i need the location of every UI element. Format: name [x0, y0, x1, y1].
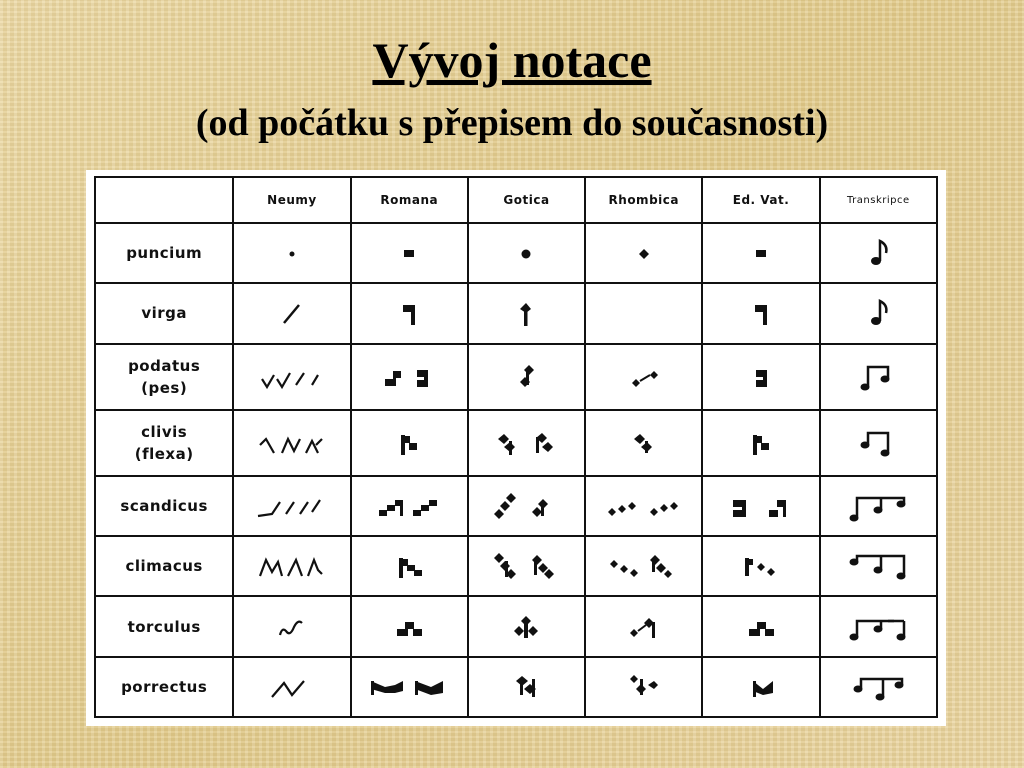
- climacus-romana-symbol: [351, 536, 468, 596]
- notation-table: [94, 176, 938, 718]
- row-label-virga: virga: [95, 283, 233, 343]
- podatus-gotica-symbol: [468, 344, 585, 410]
- table-row: [95, 344, 937, 410]
- porrectus-transkripce-symbol: [820, 657, 937, 717]
- puncium-rhombica-symbol: [585, 223, 702, 283]
- row-label-climacus: climacus: [95, 536, 233, 596]
- climacus-gotica-symbol: [468, 536, 585, 596]
- climacus-neumy-symbol: [233, 536, 350, 596]
- clivis-romana-symbol: [351, 410, 468, 476]
- clivis-gotica-symbol: [468, 410, 585, 476]
- column-header-ed-vat: Ed. Vat.: [702, 177, 819, 223]
- porrectus-neumy-symbol: [233, 657, 350, 717]
- podatus-neumy-symbol: [233, 344, 350, 410]
- row-label-podatus: podatus (pes): [95, 344, 233, 410]
- column-header-romana: Romana: [351, 177, 468, 223]
- climacus-transkripce-symbol: [820, 536, 937, 596]
- table-row: [95, 410, 937, 476]
- column-header-rhombica: Rhombica: [585, 177, 702, 223]
- porrectus-rhombica-symbol: [585, 657, 702, 717]
- table-row: [95, 476, 937, 536]
- slide-title: Vývoj notace: [372, 32, 652, 88]
- table-row: [95, 596, 937, 656]
- virga-rhombica-symbol: [585, 283, 702, 343]
- row-label-clivis: clivis (flexa): [95, 410, 233, 476]
- climacus-rhombica-symbol: [585, 536, 702, 596]
- column-header-transkripce: Transkripce: [820, 177, 937, 223]
- table-row: [95, 657, 937, 717]
- podatus-transkripce-symbol: [820, 344, 937, 410]
- virga-gotica-symbol: [468, 283, 585, 343]
- slide-subtitle: (od počátku s přepisem do současnosti): [195, 102, 829, 144]
- header-row: [95, 177, 937, 223]
- clivis-edvat-symbol: [702, 410, 819, 476]
- torculus-neumy-symbol: [233, 596, 350, 656]
- notation-table-sheet: [86, 170, 946, 726]
- scandicus-transkripce-symbol: [820, 476, 937, 536]
- puncium-gotica-symbol: [468, 223, 585, 283]
- torculus-edvat-symbol: [702, 596, 819, 656]
- puncium-transkripce-symbol: [820, 223, 937, 283]
- table-row: [95, 223, 937, 283]
- puncium-neumy-symbol: [233, 223, 350, 283]
- corner-cell: [95, 177, 233, 223]
- scandicus-gotica-symbol: [468, 476, 585, 536]
- virga-edvat-symbol: [702, 283, 819, 343]
- virga-romana-symbol: [351, 283, 468, 343]
- scandicus-neumy-symbol: [233, 476, 350, 536]
- torculus-rhombica-symbol: [585, 596, 702, 656]
- virga-neumy-symbol: [233, 283, 350, 343]
- clivis-rhombica-symbol: [585, 410, 702, 476]
- scandicus-rhombica-symbol: [585, 476, 702, 536]
- table-row: [95, 536, 937, 596]
- porrectus-edvat-symbol: [702, 657, 819, 717]
- virga-transkripce-symbol: [820, 283, 937, 343]
- table-row: [95, 283, 937, 343]
- torculus-transkripce-symbol: [820, 596, 937, 656]
- clivis-transkripce-symbol: [820, 410, 937, 476]
- porrectus-gotica-symbol: [468, 657, 585, 717]
- podatus-edvat-symbol: [702, 344, 819, 410]
- puncium-romana-symbol: [351, 223, 468, 283]
- row-label-porrectus: porrectus: [95, 657, 233, 717]
- row-label-puncium: puncium: [95, 223, 233, 283]
- column-header-gotica: Gotica: [468, 177, 585, 223]
- scandicus-romana-symbol: [351, 476, 468, 536]
- clivis-neumy-symbol: [233, 410, 350, 476]
- row-label-torculus: torculus: [95, 596, 233, 656]
- climacus-edvat-symbol: [702, 536, 819, 596]
- puncium-edvat-symbol: [702, 223, 819, 283]
- podatus-rhombica-symbol: [585, 344, 702, 410]
- torculus-gotica-symbol: [468, 596, 585, 656]
- podatus-romana-symbol: [351, 344, 468, 410]
- porrectus-romana-symbol: [351, 657, 468, 717]
- torculus-romana-symbol: [351, 596, 468, 656]
- row-label-scandicus: scandicus: [95, 476, 233, 536]
- scandicus-edvat-symbol: [702, 476, 819, 536]
- column-header-neumy: Neumy: [233, 177, 350, 223]
